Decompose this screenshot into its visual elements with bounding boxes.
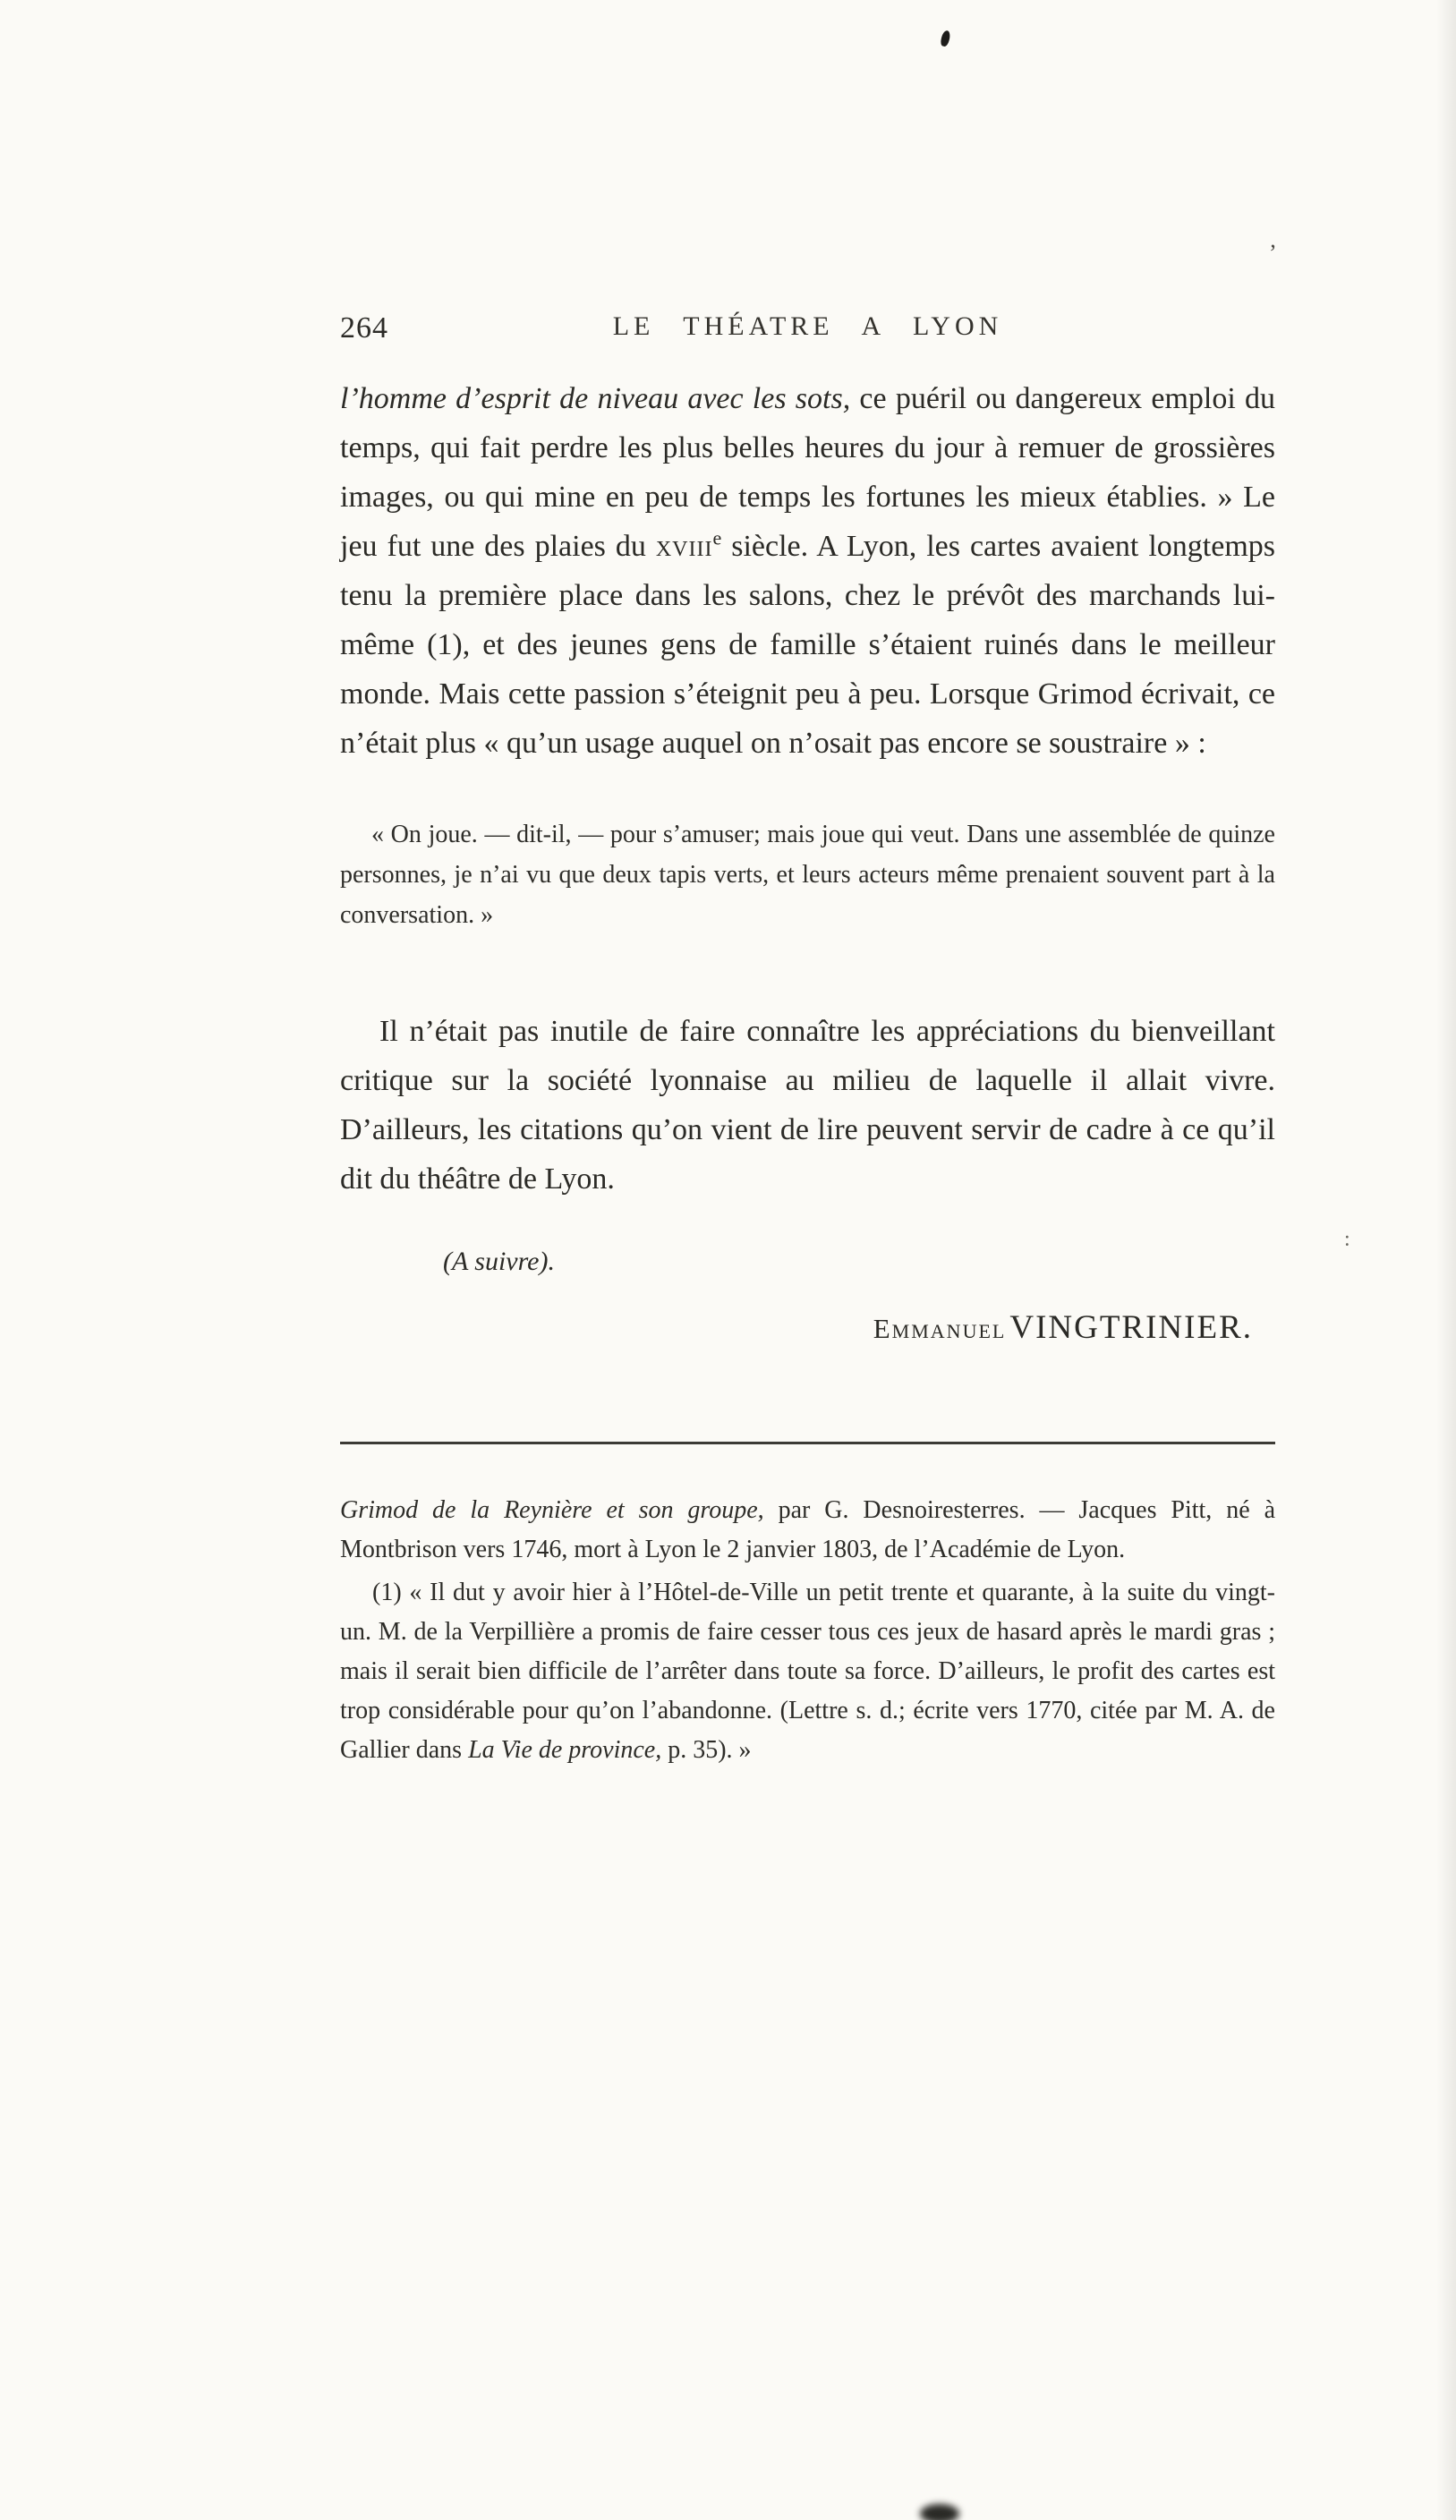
ink-smudge (920, 2504, 959, 2520)
text-segment: (1) « Il dut y avoir hier à l’Hôtel-de-Ville un petit trente et quarante, à la suite du vingt-un. M. de la Verpillière a promis de faire cesser tous ces jeux de hasard après le mardi gras ; mais il serait bien difficile de l’arrêter dans toute sa force. D’ailleurs, le profit des cartes est trop considérable pour qu’on l’abandonne. (Lettre s. d.; écrite vers 1770, citée par M. A. de Gallier dans (340, 1579, 1275, 1764)
author-last-name: VINGTRINIER. (1009, 1309, 1253, 1346)
footnotes-section (340, 1491, 1275, 1770)
text-segment: ce puéril ou dangereux emploi du temps, qui fait perdre les plus belles heures du jour à remuer de grossières images, ou qui mine en peu de temps les fortunes les mieux établies. » Le jeu fut une des plaies du (340, 382, 1276, 563)
author-signature (340, 1308, 1253, 1347)
text-segment: siècle. A Lyon, les cartes avaient longtemps tenu la première place dans les salons, chez le prévôt des marchands lui-même (1), et des jeunes gens de famille s’étaient ruinés dans le meilleur monde. Mais cette passion s’éteignit peu à peu. Lorsque Grimod écrivait, ce n’était plus « qu’un usage auquel on n’osait pas encore se soustraire » : (340, 530, 1275, 760)
block-quote: « On joue. — dit-il, — pour s’amuser; mais joue qui veut. Dans une assemblée de quinze personnes, je n’ai vu que deux tapis verts, et leurs acteurs même prenaient souvent part à la conversation. » (340, 821, 1275, 929)
author-first-name: Emmanuel (873, 1313, 1007, 1344)
body-paragraph-1 (340, 374, 1275, 768)
text-segment: l’homme d’esprit de niveau avec les sots, (340, 382, 851, 415)
page-edge-shading (1436, 0, 1456, 2520)
ink-speck (940, 30, 951, 47)
text-segment: p. 35). » (661, 1736, 752, 1764)
ink-speck: : (1344, 1228, 1350, 1251)
continuation-note: (A suivre). (443, 1247, 555, 1276)
running-title: LE THÉATRE A LYON (612, 311, 1003, 341)
footnote-2 (340, 1573, 1275, 1770)
footnote-rule (340, 1442, 1275, 1444)
text-segment: La Vie de province, (468, 1736, 662, 1764)
text-segment: par G. Desnoiresterres. — Jacques Pitt, né à Montbrison vers 1746, mort à Lyon le 2 janvier 1803, de l’Académie de Lyon. (340, 1496, 1276, 1563)
page-number: 264 (340, 311, 388, 345)
footnote-1 (340, 1491, 1275, 1570)
text-segment: xviii (655, 530, 713, 563)
text-segment: e (712, 526, 722, 549)
text-segment: Grimod de la Reynière et son groupe, (340, 1496, 764, 1524)
page-header (340, 311, 1275, 351)
page-body (340, 374, 1275, 1770)
ink-speck: ’ (1269, 240, 1277, 266)
body-paragraph-2: Il n’était pas inutile de faire connaître les appréciations du bienveillant critique sur la société lyonnaise au milieu de laquelle il allait vivre. D’ailleurs, les citations qu’on vient de lire peuvent servir de cadre à ce qu’il dit du théâtre de Lyon. (340, 1015, 1275, 1196)
